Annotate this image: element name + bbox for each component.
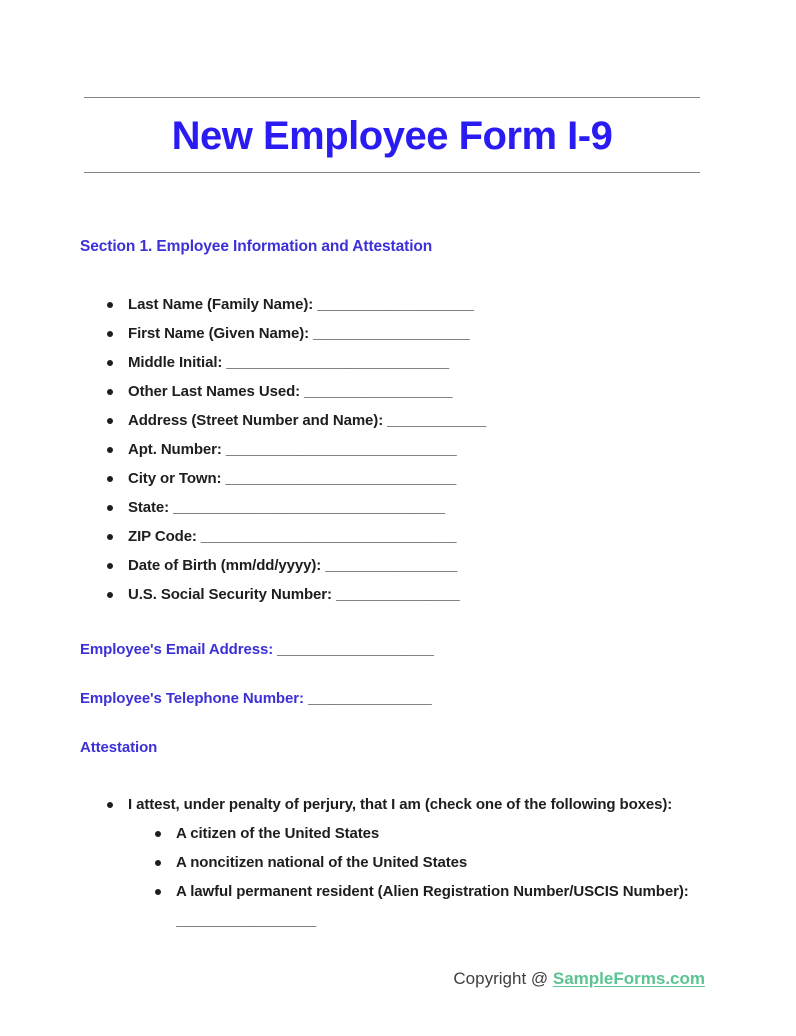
section1-heading: Section 1. Employee Information and Attestation [80,238,433,255]
field-row-other-last-names [80,377,760,406]
field-label: First Name (Given Name): [128,325,309,342]
field-row-city [80,464,760,493]
field-label: Apt. Number: [128,441,222,458]
field-row-ssn [80,580,760,609]
header-divider-top [84,97,700,98]
field-blank-line: ____________________________ [225,470,457,487]
bullet-icon [155,860,161,866]
field-row-address [80,406,760,435]
page-title: New Employee Form I-9 [171,114,613,158]
field-blank-line: ___________________ [317,296,474,313]
field-row-dob [80,551,760,580]
phone-blank-line: _______________ [307,690,432,707]
attestation-intro: I attest, under penalty of perjury, that I am (check one of the following boxes): [128,796,673,813]
field-row-zip [80,522,760,551]
copyright-text: Copyright @ [453,969,549,988]
field-row-state [80,493,760,522]
field-label: City or Town: [128,470,222,487]
option-label: A noncitizen national of the United States [176,854,468,871]
field-blank-line: ____________________________ [225,441,457,458]
bullet-icon [107,534,113,540]
phone-label: Employee's Telephone Number: [80,690,304,707]
header-divider-bottom [84,172,700,173]
field-blank-line: _______________________________ [200,528,457,545]
field-blank-line: ___________________________ [226,354,449,371]
field-label: Last Name (Family Name): [128,296,314,313]
field-blank-line: _______________ [336,586,460,603]
email-blank-line: ___________________ [277,641,434,658]
bullet-icon [155,889,161,895]
bullet-icon [107,592,113,598]
field-blank-line: __________________ [304,383,453,400]
attestation-intro-row [80,790,786,819]
field-row-first-name [80,319,760,348]
option-blank-line: _________________ [176,912,317,929]
footer [453,969,705,989]
field-label: Middle Initial: [128,354,223,371]
email-label: Employee's Email Address: [80,641,274,658]
bullet-icon [107,418,113,424]
field-label: Other Last Names Used: [128,383,301,400]
field-blank-line: _________________________________ [173,499,446,516]
field-row-apt-number [80,435,760,464]
bullet-icon [107,302,113,308]
field-blank-line: ___________________ [313,325,470,342]
bullet-icon [107,389,113,395]
bullet-icon [107,360,113,366]
field-blank-line: ____________ [387,412,487,429]
field-label: ZIP Code: [128,528,197,545]
field-label: Address (Street Number and Name): [128,412,384,429]
field-blank-line: ________________ [325,557,458,574]
attestation-list [80,790,786,935]
attestation-heading: Attestation [80,739,158,756]
field-label: Date of Birth (mm/dd/yyyy): [128,557,322,574]
bullet-icon [107,447,113,453]
attestation-option-noncitizen [80,848,786,877]
bullet-icon [107,331,113,337]
option-label: A lawful permanent resident (Alien Registration Number/USCIS Number): [176,883,689,900]
bullet-icon [107,802,113,808]
phone-line [80,690,432,707]
field-row-middle-initial [80,348,760,377]
field-label: U.S. Social Security Number: [128,586,332,603]
bullet-icon [107,563,113,569]
sampleforms-link[interactable]: SampleForms.com [552,969,705,988]
attestation-option-permanent-resident [80,877,786,935]
bullet-icon [107,476,113,482]
bullet-icon [155,831,161,837]
bullet-icon [107,505,113,511]
option-label: A citizen of the United States [176,825,380,842]
employee-fields-list [80,290,760,609]
field-row-last-name [80,290,760,319]
attestation-option-citizen [80,819,786,848]
field-label: State: [128,499,170,516]
email-line [80,641,434,658]
